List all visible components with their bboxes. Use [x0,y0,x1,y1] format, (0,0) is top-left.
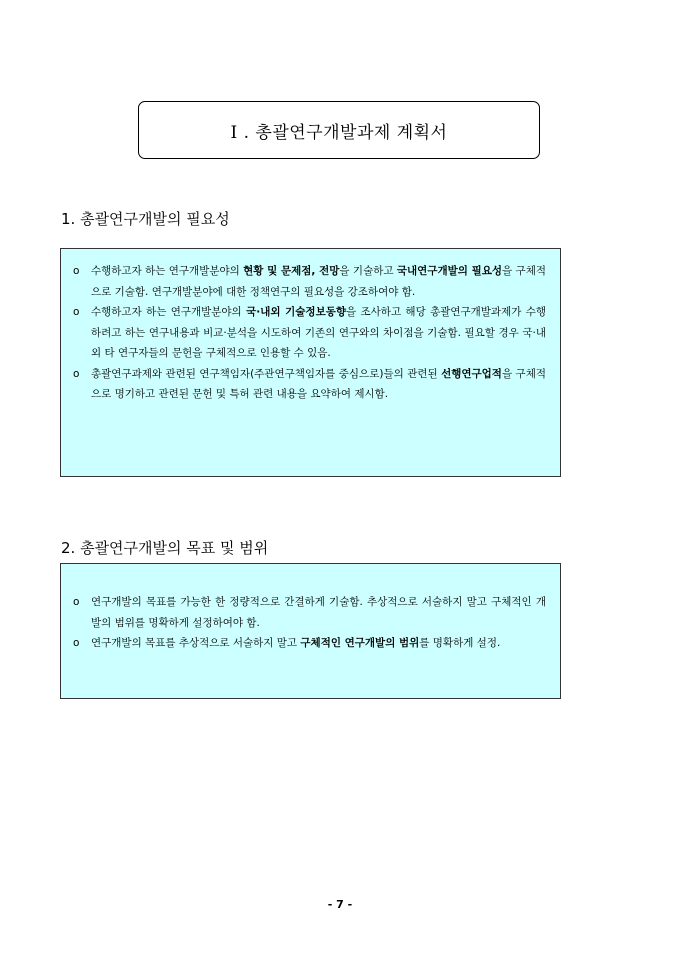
bullet-text: 을 구체적으로 명기하고 관련된 문헌 및 특허 관련 내용을 요약하여 제시함. [91,367,546,400]
bullet-item [61,364,560,405]
bullet-text: 을 구체적으로 기술함. 연구개발분야에 대한 정책연구의 필요성을 강조하여야 함. [91,265,546,298]
bullet-text-emphasis: 국내연구개발의 필요성 [396,265,503,277]
section1-box [60,248,561,477]
page-number: - 7 - [327,898,353,911]
bullet-marker: o [73,265,80,277]
bullet-text: 를 명확하게 설정. [419,637,501,649]
section2-heading: 2. 총괄연구개발의 목표 및 범위 [61,539,269,557]
bullet-marker: o [73,637,80,649]
bullet-marker: o [73,596,80,608]
section1-heading: 1. 총괄연구개발의 필요성 [61,210,230,228]
section2-box [60,563,561,699]
chapter-title-box [138,101,540,159]
bullet-marker: o [73,367,80,380]
bullet-marker: o [73,306,80,318]
bullet-item [61,633,560,654]
bullet-item [61,302,560,364]
bullet-text: 수행하고자 하는 연구개발분야의 [91,306,247,318]
chapter-title: I . 총괄연구개발과제 계획서 [230,122,448,143]
bullet-text-emphasis: 국·내외 기술정보동향 [246,306,347,318]
bullet-text: 을 조사하고 해당 총괄연구개발과제가 수행하려고 하는 연구내용과 비교·분석을 시도하여 기존의 연구와의 차이점을 기술함. 필요할 경우 국·내외 타 연구자들의 문헌을 구체적으로 인용할 수 있음. [91,306,546,359]
bullet-text: 총괄연구과제와 관련된 연구책임자(주관연구책임자를 중심으로)들의 관련된 [91,367,442,380]
section2-bullet-list [61,592,560,654]
bullet-text: 수행하고자 하는 연구개발분야의 [91,265,244,277]
bullet-item [61,592,560,633]
bullet-text: 연구개발의 목표를 가능한 한 정량적으로 간결하게 기술함. 추상적으로 서술하지 말고 구체적인 개발의 범위를 명확하게 설정하여야 함. [91,596,546,629]
bullet-text: 을 기술하고 [339,265,397,277]
section1-bullet-list [61,261,560,405]
bullet-text: 연구개발의 목표를 추상적으로 서술하지 말고 [91,637,301,649]
bullet-text-emphasis: 선행연구업적 [441,367,502,380]
bullet-text-emphasis: 현황 및 문제점, 전망 [243,265,340,277]
bullet-text-emphasis: 구체적인 연구개발의 범위 [300,637,420,649]
bullet-item [61,261,560,302]
